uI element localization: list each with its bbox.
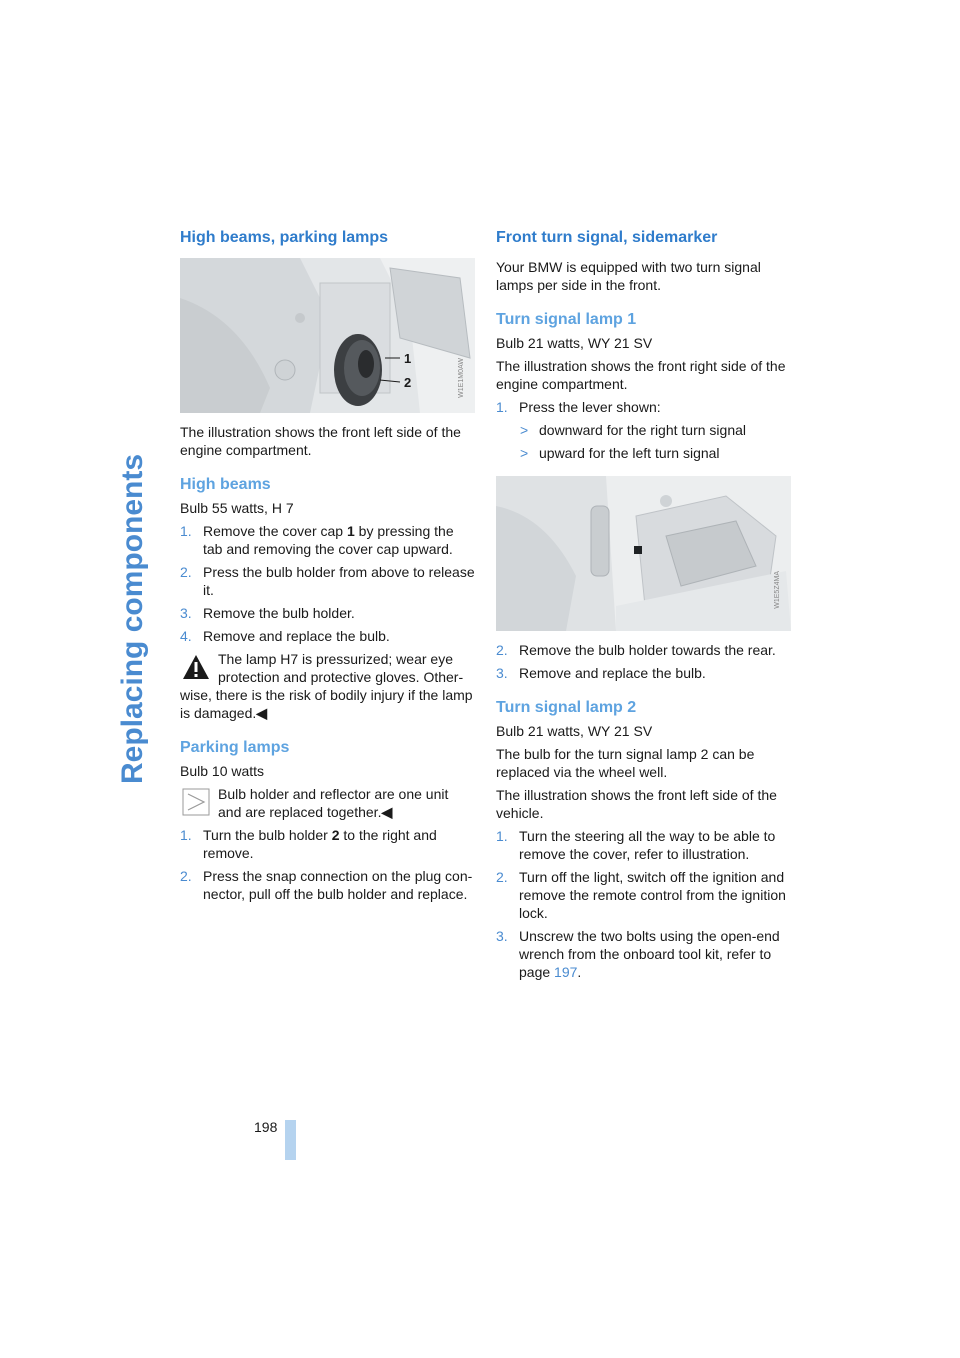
right-column xyxy=(496,228,791,986)
turn-signal-1-step-1 xyxy=(496,398,791,416)
turn-signal-2-step-3 xyxy=(496,927,791,981)
bullet-mark: > xyxy=(520,422,529,438)
step-text: Turn the steering all the way to be able to remove the cover, refer to illustration. xyxy=(519,828,776,862)
warning-note xyxy=(180,650,475,722)
parking-lamps-step-1 xyxy=(180,826,475,862)
engine-compartment-illustration-right xyxy=(496,476,791,631)
page-number: 198 xyxy=(254,1119,278,1135)
high-beams-step-3 xyxy=(180,604,475,622)
chapter-title-text: Replacing components xyxy=(116,453,149,784)
high-beams-step-1 xyxy=(180,522,475,558)
figure-code: W1E5Z4MA xyxy=(774,571,781,609)
high-beams-step-4 xyxy=(180,627,475,645)
turn-signal-2-step-2 xyxy=(496,868,791,922)
info-note xyxy=(180,785,475,821)
step-text: Turn the bulb holder 2 to the right and remove. xyxy=(203,827,437,861)
step-text: Press the lever shown: xyxy=(519,399,661,415)
step-number: 4. xyxy=(180,628,192,644)
left-column xyxy=(180,228,475,908)
end-mark: ◀ xyxy=(256,705,268,721)
intro-text: The illustration shows the front left side of the engine compartment. xyxy=(180,424,461,458)
high-beams-bulb-spec: Bulb 55 watts, H 7 xyxy=(180,500,294,516)
subheading-parking-lamps: Parking lamps xyxy=(180,739,290,756)
step-text: Remove and replace the bulb. xyxy=(519,665,706,681)
high-beams-step-2 xyxy=(180,563,475,599)
step-text: Remove the cover cap 1 by pressing the tab and removing the cover cap upward. xyxy=(203,523,454,557)
step-text: Turn off the light, switch off the ignition and remove the remote control from the ignition lock. xyxy=(519,869,786,921)
turn-signal-intro: Your BMW is equipped with two turn signal lamps per side in the front. xyxy=(496,259,761,293)
turn-signal-1-step-3 xyxy=(496,664,791,682)
step-number: 3. xyxy=(180,605,192,621)
engine-compartment-illustration-left xyxy=(180,258,475,413)
subheading-high-beams: High beams xyxy=(180,476,271,493)
page-number-bar xyxy=(285,1120,296,1160)
parking-lamps-step-2 xyxy=(180,867,475,903)
step-number: 3. xyxy=(496,928,508,944)
turn-signal-1-desc: The illustration shows the front right side of the engine compartment. xyxy=(496,358,786,392)
step-number: 2. xyxy=(180,868,192,884)
warning-text: The lamp H7 is pressurized; wear eye protection and protective gloves. Otherwise, there is the risk of bodily injury if the lamp is damaged. xyxy=(180,651,473,721)
subheading-turn-signal-2: Turn signal lamp 2 xyxy=(496,699,637,716)
bullet-item xyxy=(520,421,791,439)
engine-illustration-drawing xyxy=(180,258,475,413)
turn-signal-2-desc-1: The bulb for the turn signal lamp 2 can be replaced via the wheel well. xyxy=(496,746,755,780)
info-text: Bulb holder and reflector are one unit and are replaced together. xyxy=(218,786,449,820)
step-text: Remove and replace the bulb. xyxy=(203,628,390,644)
chapter-side-title xyxy=(108,228,156,928)
turn-signal-1-bulb-spec: Bulb 21 watts, WY 21 SV xyxy=(496,335,653,351)
section-heading-high-beams-parking: High beams, parking lamps xyxy=(180,229,389,246)
figure-code: W1E1M0AW xyxy=(458,358,465,398)
step-text: Press the bulb holder from above to release it. xyxy=(203,564,475,598)
end-mark: ◀ xyxy=(381,804,393,820)
turn-signal-illustration-drawing xyxy=(496,476,791,631)
step-text: Unscrew the two bolts using the open-end wrench from the onboard tool kit, refer to page 197. xyxy=(519,928,780,980)
step-number: 1. xyxy=(180,523,192,539)
step-number: 1. xyxy=(496,828,508,844)
turn-signal-1-step-2 xyxy=(496,641,791,659)
turn-signal-2-bulb-spec: Bulb 21 watts, WY 21 SV xyxy=(496,723,653,739)
bullet-mark: > xyxy=(520,445,529,461)
step-number: 1. xyxy=(180,827,192,843)
section-heading-turn-signal: Front turn signal, sidemarker xyxy=(496,229,718,246)
step-text: Remove the bulb holder towards the rear. xyxy=(519,642,776,658)
step-text: Remove the bulb holder. xyxy=(203,605,355,621)
parking-lamps-bulb-spec: Bulb 10 watts xyxy=(180,763,265,779)
step-number: 2. xyxy=(496,869,508,885)
step-number: 3. xyxy=(496,665,508,681)
turn-signal-2-step-1 xyxy=(496,827,791,863)
note-checkmark-icon xyxy=(182,788,210,816)
bullet-text: downward for the right turn signal xyxy=(539,422,746,438)
bullet-item xyxy=(520,444,791,462)
turn-signal-2-desc-2: The illustration shows the front left side of the vehicle. xyxy=(496,787,777,821)
bullet-text: upward for the left turn signal xyxy=(539,445,720,461)
step-number: 2. xyxy=(496,642,508,658)
step-text: Press the snap connection on the plug connector, pull off the bulb holder and replace. xyxy=(203,868,473,902)
warning-triangle-icon xyxy=(182,653,210,681)
callout-1: 1 xyxy=(404,351,412,366)
subheading-turn-signal-1: Turn signal lamp 1 xyxy=(496,311,637,328)
step-number: 2. xyxy=(180,564,192,580)
page-reference-link[interactable]: 197 xyxy=(554,964,578,980)
callout-2: 2 xyxy=(404,375,412,390)
step-number: 1. xyxy=(496,399,508,415)
